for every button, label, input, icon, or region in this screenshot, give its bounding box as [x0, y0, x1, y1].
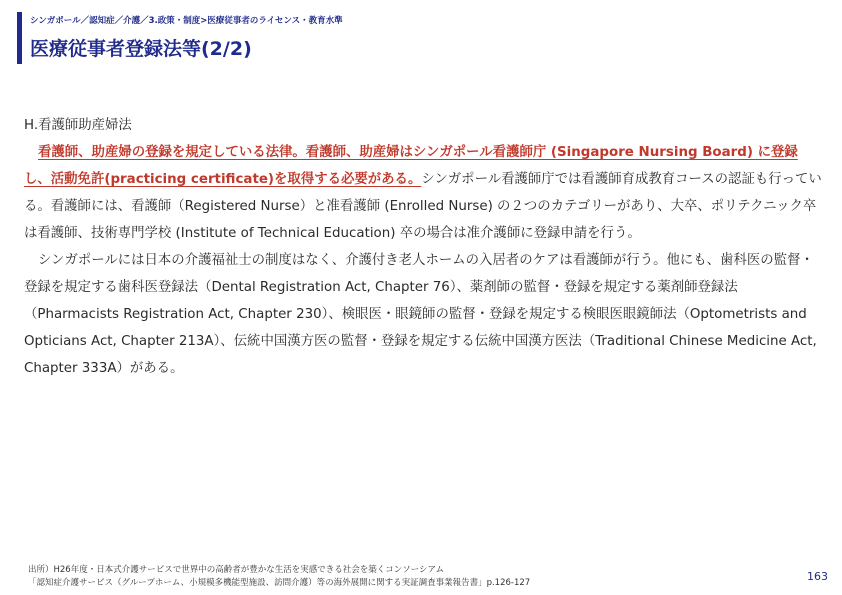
paragraph-nursing-act [24, 139, 824, 247]
paragraph-other-acts: シンガポールには日本の介護福祉士の制度はなく、介護付き老人ホームの入居者のケアは看護師が行う。他にも、歯科医の監督・登録を規定する歯科医登録法（Dental Registration Act, Chapter 76）、薬剤師の監督・登録を規定する薬剤師登録法（Pharmacists Registration Act, Chapter 230）、検眼医・眼鏡師の監督・登録を規定する検眼医眼鏡師法（Optometrists and Opticians Act, Chapter 213A）、伝統中国漢方医の監督・登録を規定する伝統中国漢方医法（Traditional Chinese Medicine Act, Chapter 333A）がある。 [24, 253, 817, 376]
highlighted-text: 看護師、助産婦の登録を規定している法律。看護師、助産婦はシンガポール看護師庁 (Singapore Nursing Board) に登録し、活動免許(practicing certificate)を取得する必要がある。 [24, 145, 798, 187]
source-line-1: 出所）H26年度・日本式介護サービスで世界中の高齢者が豊かな生活を実感できる社会を築くコンソーシアム [28, 565, 444, 575]
page-number: 163 [807, 570, 828, 583]
section-heading: H.看護師助産婦法 [24, 118, 132, 133]
title-accent-bar [17, 12, 22, 64]
source-citation [28, 564, 530, 590]
page-title: 医療従事者登録法等(2/2) [30, 38, 252, 60]
main-content [24, 112, 824, 382]
paragraph-text: シンガポール看護師庁では看護師育成教育コースの認証も行っている。看護師には、看護師（Registered Nurse）と准看護師 (Enrolled Nurse) の２つのカテゴリーがあり、大卒、ポリテクニック卒は看護師、技術専門学校 (Institute of Technical Education) 卒の場合は准介護師に登録申請を行う。 [24, 172, 822, 241]
source-line-2: 「認知症介護サービス（グループホーム、小規模多機能型施設、訪問介護）等の海外展開に関する実証調査事業報告書」p.126-127 [28, 578, 531, 588]
breadcrumb: シンガポール／認知症／介護／3.政策・制度>医療従事者のライセンス・教育水準 [30, 16, 343, 26]
